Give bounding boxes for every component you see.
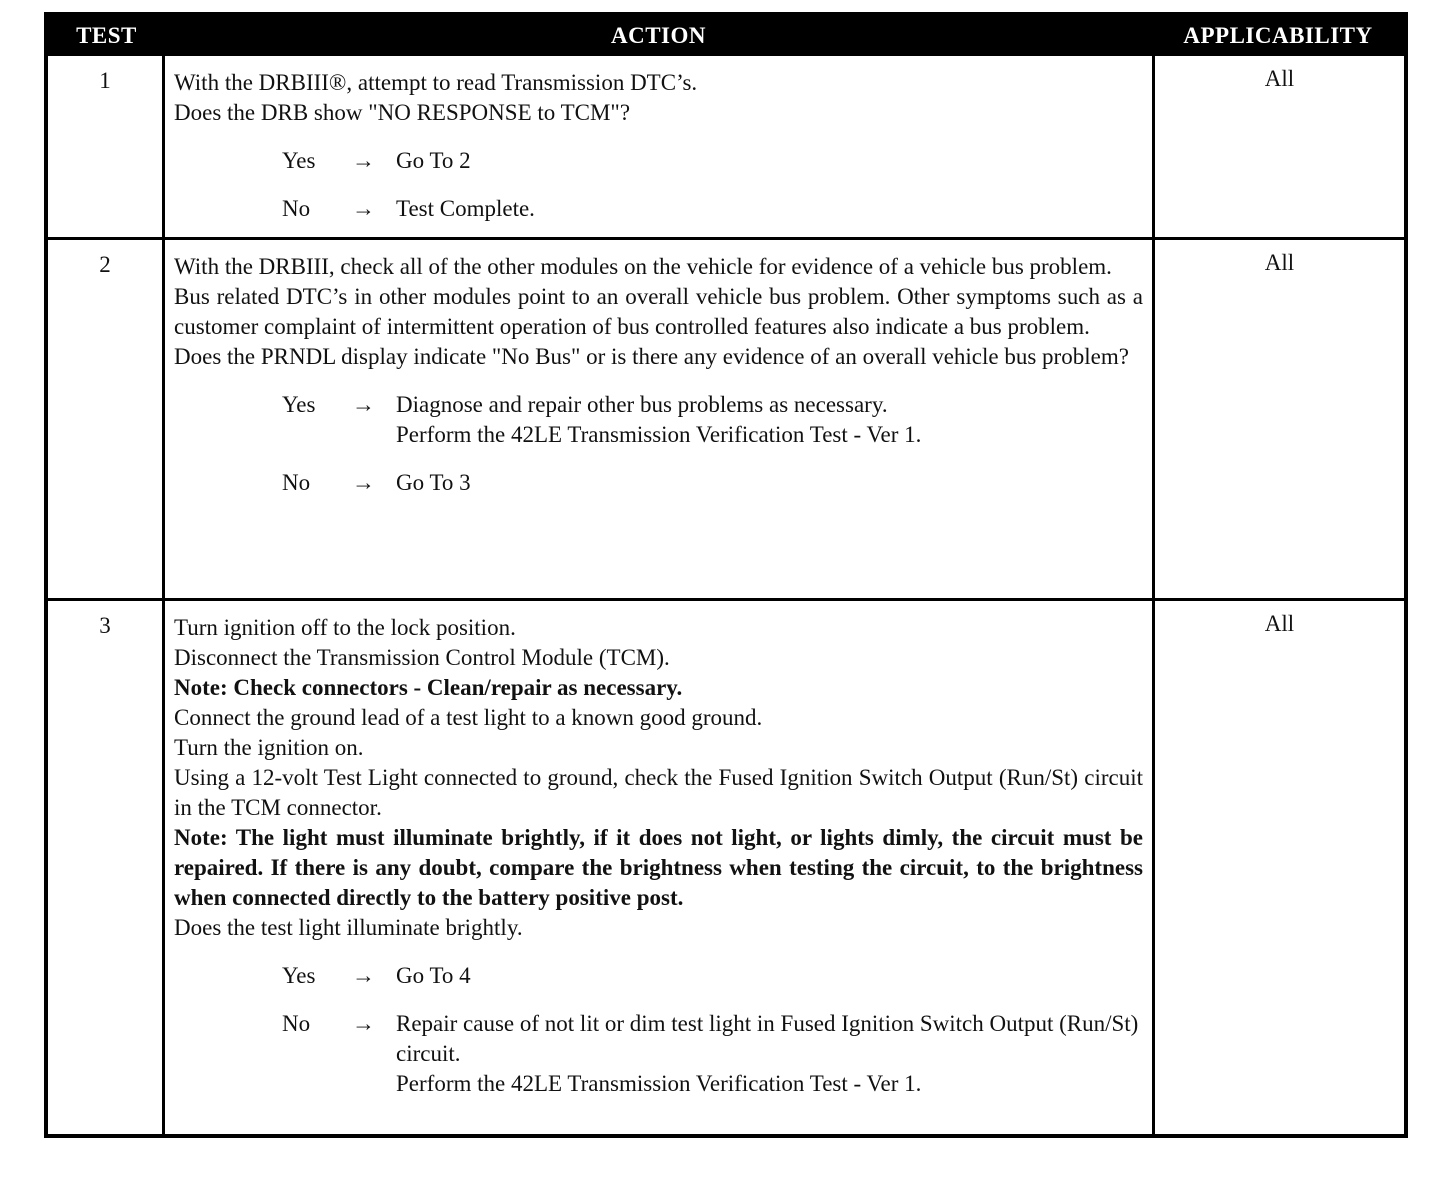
choice-yes [174, 146, 1143, 176]
instruction-text: Does the DRB show "NO RESPONSE to TCM"? [174, 100, 631, 125]
note-text: Note: The light must illuminate brightly, if it does not light, or lights dimly, the circuit must be repaired. If there is any doubt, compare the brightness when testing the circuit, to the brightness when connected directly to the battery positive post. [174, 825, 1143, 910]
result-line: Diagnose and repair other bus problems as necessary. [396, 392, 888, 417]
choice-result [396, 194, 1143, 224]
choice-yes [174, 390, 1143, 450]
choice-no [174, 1009, 1143, 1099]
choice-label: Yes [282, 148, 316, 173]
instruction-text: Connect the ground lead of a test light to a known good ground. [174, 705, 763, 730]
result-line: Go To 3 [396, 470, 471, 495]
table-row [48, 237, 1404, 598]
instruction-text: Does the test light illuminate brightly. [174, 915, 523, 940]
header-applicability: APPLICABILITY [1183, 23, 1373, 48]
instruction-text: With the DRBIII®, attempt to read Transmission DTC’s. [174, 70, 698, 95]
choice-result [396, 1009, 1143, 1099]
applicability-cell: All [1152, 601, 1404, 1138]
arrow-right-icon: → [352, 148, 375, 173]
test-number: 2 [48, 240, 165, 598]
arrow-right-icon: → [352, 196, 375, 221]
instruction-text: Bus related DTC’s in other modules point to an overall vehicle bus problem. Other symptoms such as a customer complaint of intermittent operation of bus controlled features also indicate a bus problem. [174, 284, 1143, 339]
instruction-text: Turn ignition off to the lock position. [174, 615, 516, 640]
applicability-cell: All [1152, 240, 1404, 598]
action-cell [168, 56, 1149, 237]
choice-result [396, 468, 1143, 498]
result-line: Repair cause of not lit or dim test light in Fused Ignition Switch Output (Run/St) circuit. [396, 1011, 1139, 1066]
table-row [48, 598, 1404, 1138]
result-line: Go To 4 [396, 963, 471, 988]
arrow-right-icon: → [352, 1011, 375, 1036]
test-number: 3 [48, 601, 165, 1138]
header-action: ACTION [610, 23, 706, 48]
instruction-text: Does the PRNDL display indicate "No Bus" or is there any evidence of an overall vehicle bus problem? [174, 344, 1129, 369]
choice-result [396, 961, 1143, 991]
result-line: Perform the 42LE Transmission Verification Test - Ver 1. [396, 422, 922, 447]
test-number: 1 [48, 56, 165, 237]
instruction-text: Disconnect the Transmission Control Module (TCM). [174, 645, 670, 670]
choice-result [396, 390, 1143, 450]
note-text: Note: Check connectors - Clean/repair as necessary. [174, 675, 683, 700]
choice-label: No [282, 196, 311, 221]
choice-result [396, 146, 1143, 176]
result-line: Go To 2 [396, 148, 471, 173]
arrow-right-icon: → [352, 470, 375, 495]
action-cell [168, 240, 1149, 598]
choice-label: Yes [282, 963, 316, 988]
applicability-cell: All [1152, 56, 1404, 237]
header-test: TEST [76, 23, 137, 48]
arrow-right-icon: → [352, 963, 375, 988]
choice-no [174, 194, 1143, 224]
instruction-text: With the DRBIII, check all of the other modules on the vehicle for evidence of a vehicle bus problem. [174, 254, 1112, 279]
choice-no [174, 468, 1143, 498]
instruction-text: Using a 12-volt Test Light connected to ground, check the Fused Ignition Switch Output (Run/St) circuit in the TCM connector. [174, 765, 1143, 820]
choice-label: Yes [282, 392, 316, 417]
choice-label: No [282, 1011, 311, 1036]
result-line: Perform the 42LE Transmission Verification Test - Ver 1. [396, 1071, 922, 1096]
arrow-right-icon: → [352, 392, 375, 417]
choice-label: No [282, 470, 311, 495]
choice-yes [174, 961, 1143, 991]
table-header [48, 16, 1404, 56]
table-row [48, 56, 1404, 237]
result-line: Test Complete. [396, 196, 535, 221]
instruction-text: Turn the ignition on. [174, 735, 364, 760]
diagnostic-table [44, 12, 1408, 1138]
action-cell [168, 601, 1149, 1138]
